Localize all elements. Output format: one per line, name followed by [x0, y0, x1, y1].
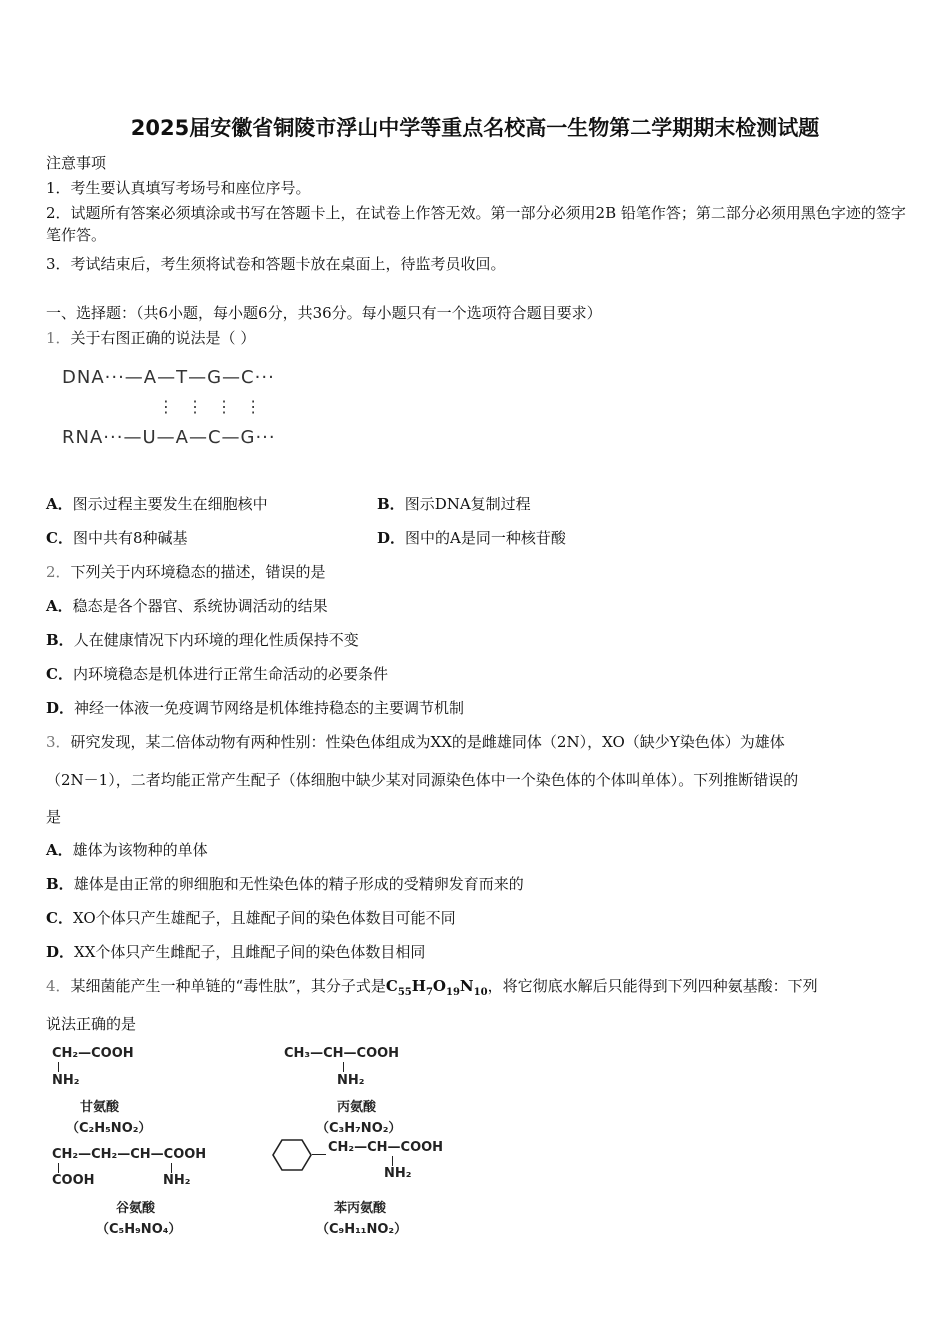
q4-stem-line-2: 说法正确的是 [46, 1015, 137, 1033]
q3-option-b[interactable]: B．雄体是由正常的卵细胞和无性染色体的精子形成的受精卵发育而来的 [46, 875, 524, 893]
q1-stem [46, 327, 255, 349]
phenylalanine-name: 苯丙氨酸 [334, 1201, 387, 1216]
glycine-structure: CH₂—COOH [52, 1046, 134, 1061]
phenylalanine-amine: NH₂ [384, 1166, 412, 1181]
alanine-bond [343, 1062, 344, 1072]
q2-option-c[interactable]: C．内环境稳态是机体进行正常生命活动的必要条件 [46, 665, 388, 683]
q1-option-b[interactable]: B．图示DNA复制过程 [377, 495, 531, 513]
alanine-formula: （C₃H₇NO₂） [316, 1121, 402, 1136]
dna-strand: DNA···—A—T—G—C··· [62, 367, 275, 388]
q1-option-a[interactable]: A．图示过程主要发生在细胞核中 [46, 495, 268, 513]
q2-option-d[interactable]: D．神经一体液一免疫调节网络是机体维持稳态的主要调节机制 [46, 699, 465, 717]
glycine-name: 甘氨酸 [80, 1100, 120, 1115]
notice-heading: 注意事项 [46, 154, 107, 172]
q3-stem-line-2: （2N－1），二者均能正常产生配子（体细胞中缺少某对同源染色体中一个染色体的个体叫单体）。下列推断错误的 [46, 771, 799, 789]
q2-stem-text: 下列关于内环境稳态的描述，错误的是 [70, 563, 326, 581]
q4-stem-line-1: 4．某细菌能产生一种单链的“毒性肽”，其分子式是$C_{55}H_7O_{19}N_{10}$，将它彻底水解后只能得到下列四种氨基酸：下列 [46, 977, 818, 998]
glutamate-carboxyl: COOH [52, 1173, 95, 1188]
q3-option-d[interactable]: D．XX个体只产生雌配子，且雌配子间的染色体数目相同 [46, 943, 426, 961]
glycine-formula: （C₂H₅NO₂） [66, 1121, 152, 1136]
q2-option-a[interactable]: A．稳态是各个器官、系统协调活动的结果 [46, 597, 328, 615]
q3-option-a[interactable]: A．雄体为该物种的单体 [46, 841, 208, 859]
q2-option-b[interactable]: B．人在健康情况下内环境的理化性质保持不变 [46, 631, 359, 649]
q3-stem-line-3: 是 [46, 808, 62, 826]
rna-strand: RNA···—U—A—C—G··· [62, 427, 276, 448]
q2-stem [46, 561, 326, 583]
alanine-amine: NH₂ [337, 1073, 365, 1088]
glycine-bond [58, 1062, 59, 1072]
glutamate-amine: NH₂ [163, 1173, 191, 1188]
phenylalanine-formula: （C₉H₁₁NO₂） [316, 1222, 408, 1237]
benzene-ring-icon [272, 1138, 312, 1172]
glutamate-structure: CH₂—CH₂—CH—COOH [52, 1147, 207, 1162]
alanine-name: 丙氨酸 [337, 1100, 377, 1115]
q1-option-d[interactable]: D．图中的A是同一种核苷酸 [377, 529, 566, 547]
molecular-formula: $C_{55}H_7O_{19}N_{10}$ [385, 977, 488, 998]
phenyl-bond [312, 1154, 326, 1155]
glutamate-formula: （C₅H₉NO₄） [96, 1222, 182, 1237]
q4-number: 4． [46, 977, 71, 995]
notice-item-2: 2．试题所有答案必须填涂或书写在答题卡上，在试卷上作答无效。第一部分必须用2B 铅笔作答；第二部分必须用黑色字迹的签字笔作答。 [46, 204, 906, 244]
q3-stem-line-1: 3．研究发现，某二倍体动物有两种性别：性染色体组成为XX的是雌雄同体（2N），XO（缺少Y染色体）为雄体 [46, 733, 785, 751]
phenylalanine-bond [392, 1156, 393, 1166]
glycine-amine: NH₂ [52, 1073, 80, 1088]
q1-stem-text: 关于右图正确的说法是（ ） [70, 329, 256, 347]
q3-number: 3． [46, 733, 71, 751]
section-heading: 一、选择题：（共6小题，每小题6分，共36分。每小题只有一个选项符合题目要求） [46, 304, 602, 322]
q3-option-c[interactable]: C．XO个体只产生雄配子，且雄配子间的染色体数目可能不同 [46, 909, 456, 927]
q2-number: 2． [46, 563, 71, 581]
q1-number: 1． [46, 329, 71, 347]
notice-item-3: 3．考试结束后，考生须将试卷和答题卡放在桌面上，待监考员收回。 [46, 255, 506, 273]
glutamate-name: 谷氨酸 [116, 1201, 156, 1216]
glutamate-bond-right [171, 1163, 172, 1173]
page-title: 2025届安徽省铜陵市浮山中学等重点名校高一生物第二学期期末检测试题 [130, 116, 820, 140]
base-pair-dots: ⋮ ⋮ ⋮ ⋮ [158, 397, 266, 416]
phenylalanine-structure: CH₂—CH—COOH [328, 1140, 444, 1155]
notice-item-1: 1．考生要认真填写考场号和座位序号。 [46, 179, 311, 197]
alanine-structure: CH₃—CH—COOH [284, 1046, 400, 1061]
glutamate-bond-left [58, 1163, 59, 1173]
q1-option-c[interactable]: C．图中共有8种碱基 [46, 529, 188, 547]
